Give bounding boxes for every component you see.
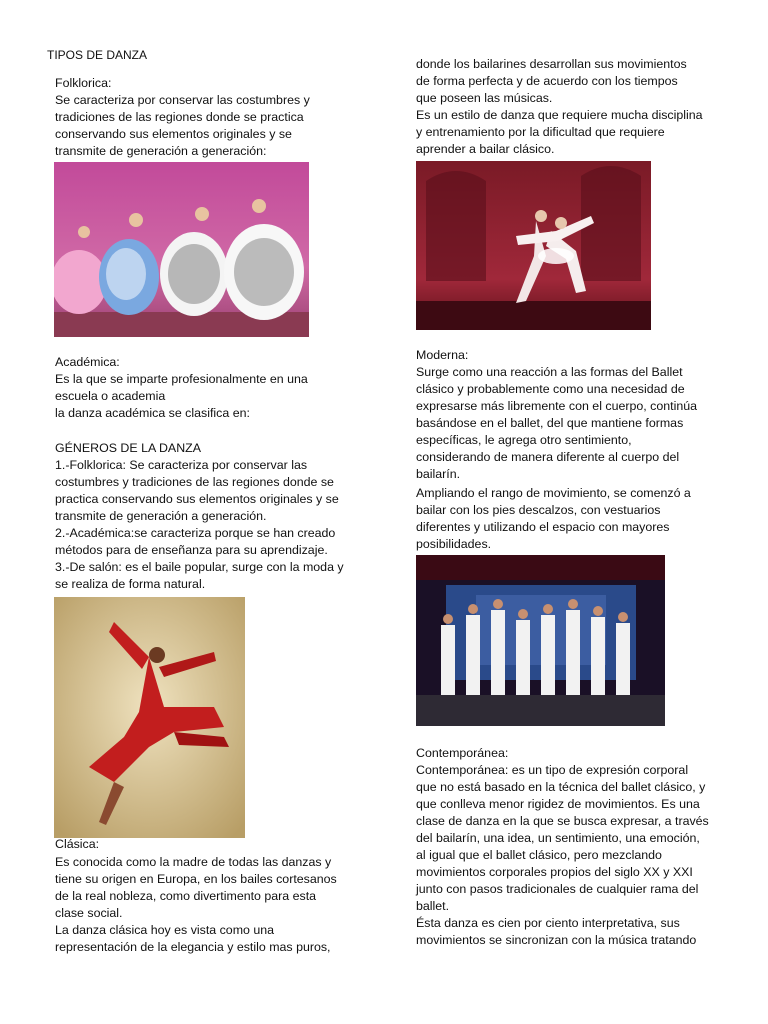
folk-line: tradiciones de las regiones donde se practica <box>55 110 304 124</box>
classic-cont-line: de forma perfecta y de acuerdo con los tiempos <box>416 74 678 88</box>
genres-line: practica conservando sus elementos originales y se <box>55 492 339 506</box>
modern-line: específicas, le agrega otro sentimiento, <box>416 433 632 447</box>
contemporary-line: movimientos corporales propios del siglo XX y XXI <box>416 865 693 879</box>
modern-line: Ampliando el rango de movimiento, se comenzó a <box>416 486 691 500</box>
modern-line: clásico y probablemente como una necesidad de <box>416 382 685 396</box>
classic-line: clase social. <box>55 906 123 920</box>
contemporary-line: junto con pasos tradicionales de cualquier rama del <box>416 882 699 896</box>
classic-cont-line: y entrenamiento por la dificultad que requiere <box>416 125 665 139</box>
classic-cont-line: donde los bailarines desarrollan sus movimientos <box>416 57 687 71</box>
solo-dancer-photo <box>54 597 245 838</box>
folk-dancers-photo <box>54 162 309 337</box>
academic-line: la danza académica se clasifica en: <box>55 406 250 420</box>
contemporary-line: Ésta danza es cien por ciento interpretativa, sus <box>416 916 680 930</box>
modern-line: considerando de manera diferente al cuerpo del <box>416 450 680 464</box>
folk-line: transmite de generación a generación: <box>55 144 267 158</box>
classic-heading: Clásica: <box>55 837 100 851</box>
genres-line: 2.-Académica:se caracteriza porque se han creado <box>55 526 336 540</box>
contemporary-line: al igual que el ballet clásico, pero mezclando <box>416 848 662 862</box>
genres-line: costumbres y tradiciones de las regiones donde se <box>55 475 334 489</box>
genres-line: 3.-De salón: es el baile popular, surge con la moda y <box>55 560 344 574</box>
classic-line: Es conocida como la madre de todas las danzas y <box>55 855 332 869</box>
modern-line: basándose en el ballet, del que mantiene formas <box>416 416 684 430</box>
modern-line: diferentes y utilizando el espacio con mayores <box>416 520 670 534</box>
genres-heading: GÉNEROS DE LA DANZA <box>55 441 201 455</box>
contemporary-line: Contemporánea: es un tipo de expresión corporal <box>416 763 689 777</box>
classic-cont-line: que poseen las músicas. <box>416 91 553 105</box>
genres-line: métodos para de enseñanza para su aprendizaje. <box>55 543 328 557</box>
academic-line: escuela o academia <box>55 389 166 403</box>
contemporary-line: clase de danza en la que se busca expresar, a través <box>416 814 709 828</box>
folk-line: Se caracteriza por conservar las costumbres y <box>55 93 310 107</box>
contemporary-line: que no está basado en la técnica del ballet clásico, y <box>416 780 706 794</box>
modern-group-photo <box>416 555 665 726</box>
genres-line: transmite de generación a generación. <box>55 509 267 523</box>
contemporary-line: ballet. <box>416 899 450 913</box>
doc-title: TIPOS DE DANZA <box>47 48 148 62</box>
classic-line: representación de la elegancia y estilo mas puros, <box>55 940 331 954</box>
modern-line: bailar con los pies descalzos, con vestuarios <box>416 503 661 517</box>
contemporary-heading: Contemporánea: <box>416 746 509 760</box>
contemporary-line: del bailarín, una idea, un sentimiento, una emoción, <box>416 831 700 845</box>
classic-line: tiene su origen en Europa, en los bailes cortesanos <box>55 872 337 886</box>
modern-line: Surge como una reacción a las formas del Ballet <box>416 365 683 379</box>
contemporary-line: que conlleva menor rigidez de movimientos. Es una <box>416 797 700 811</box>
classic-cont-line: Es un estilo de danza que requiere mucha disciplina <box>416 108 703 122</box>
folk-line: conservando sus elementos originales y se <box>55 127 292 141</box>
contemporary-line: movimientos se sincronizan con la música tratando <box>416 933 697 947</box>
classic-line: La danza clásica hoy es vista como una <box>55 923 275 937</box>
modern-line: posibilidades. <box>416 537 492 551</box>
folk-heading: Folklorica: <box>55 76 112 90</box>
classic-cont-line: aprender a bailar clásico. <box>416 142 555 156</box>
classic-line: de la real nobleza, como divertimento para esta <box>55 889 317 903</box>
genres-line: 1.-Folklorica: Se caracteriza por conservar las <box>55 458 308 472</box>
modern-line: expresarse más libremente con el cuerpo, continúa <box>416 399 698 413</box>
modern-heading: Moderna: <box>416 348 469 362</box>
genres-line: se realiza de forma natural. <box>55 577 206 591</box>
academic-line: Es la que se imparte profesionalmente en una <box>55 372 308 386</box>
academic-heading: Académica: <box>55 355 120 369</box>
modern-line: bailarín. <box>416 467 461 481</box>
ballet-couple-photo <box>416 161 651 330</box>
